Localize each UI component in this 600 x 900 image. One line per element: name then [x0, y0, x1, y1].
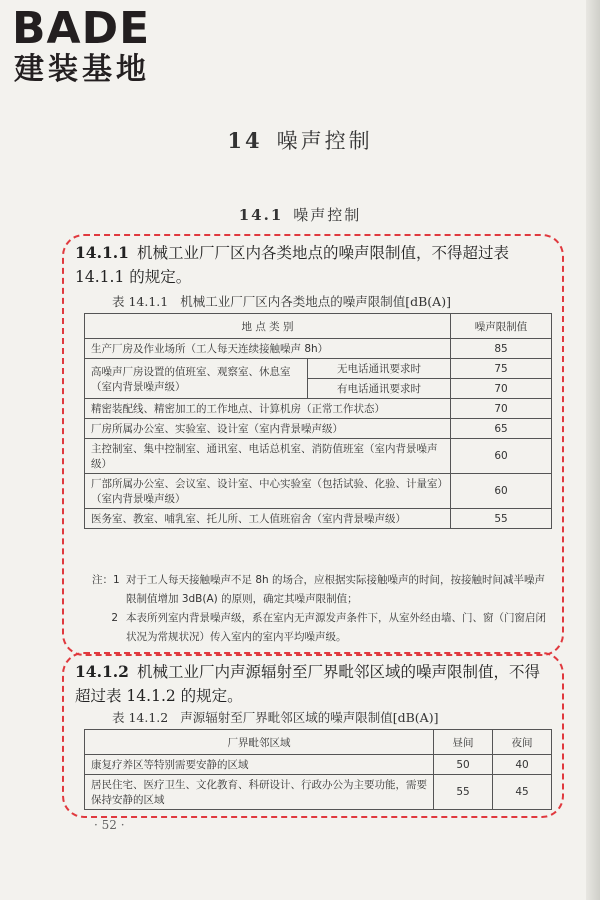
note-prefix: 注：	[92, 574, 113, 586]
cell-day: 55	[434, 775, 493, 810]
table-row	[85, 419, 552, 439]
brand-logo	[12, 3, 151, 88]
table-header-row	[85, 314, 552, 339]
cell-value: 75	[451, 359, 552, 379]
noise-limit-table-2	[84, 729, 552, 810]
header-night: 夜间	[493, 730, 552, 755]
clause-14-1-1	[75, 241, 555, 289]
cell-value: 70	[451, 399, 552, 419]
chapter-number: 14	[227, 128, 263, 153]
clause-text: 机械工业厂厂区内各类地点的噪声限制值，不得超过表 14.1.1 的规定。	[75, 244, 509, 286]
note-number: 2	[111, 612, 118, 624]
cell-place: 医务室、教室、哺乳室、托儿所、工人值班宿舍（室内背景噪声级）	[85, 509, 451, 529]
table-row	[85, 399, 552, 419]
table-1-caption	[112, 292, 592, 310]
cell-night: 40	[493, 755, 552, 775]
cell-night: 45	[493, 775, 552, 810]
table-number: 表 14.1.2	[112, 710, 169, 725]
table-row	[85, 359, 552, 379]
section-number: 14.1	[238, 206, 284, 224]
cell-value: 65	[451, 419, 552, 439]
table-caption-text: 声源辐射至厂界毗邻区域的噪声限制值[dB(A)]	[180, 710, 439, 725]
header-day: 昼间	[434, 730, 493, 755]
cell-place: 精密装配线、精密加工的工作地点、计算机房（正常工作状态）	[85, 399, 451, 419]
note-number: 1	[113, 574, 120, 586]
table-2-caption	[112, 708, 592, 726]
table-notes	[92, 571, 552, 647]
section-title	[0, 204, 600, 225]
header-place: 地 点 类 别	[85, 314, 451, 339]
note-label	[92, 571, 126, 609]
cell-area: 康复疗养区等特别需要安静的区域	[85, 755, 434, 775]
cell-place: 高噪声厂房设置的值班室、观察室、休息室（室内背景噪声级）	[85, 359, 308, 399]
clause-text: 机械工业厂内声源辐射至厂界毗邻区域的噪声限制值，不得超过表 14.1.2 的规定。	[75, 663, 540, 705]
cell-value: 70	[451, 379, 552, 399]
table-number: 表 14.1.1	[112, 294, 169, 309]
table-row	[85, 755, 552, 775]
clause-number: 14.1.1	[75, 243, 129, 262]
table-row	[85, 474, 552, 509]
chapter-title	[0, 125, 600, 155]
cell-place: 厂部所属办公室、会议室、设计室、中心实验室（包括试验、化验、计量室）（室内背景噪声级）	[85, 474, 451, 509]
cell-value: 85	[451, 339, 552, 359]
cell-subcondition: 有电话通讯要求时	[308, 379, 451, 399]
table-row	[85, 339, 552, 359]
cell-value: 60	[451, 439, 552, 474]
cell-value: 55	[451, 509, 552, 529]
note-text: 本表所列室内背景噪声级，系在室内无声源发声条件下，从室外经由墙、门、窗（门窗启闭状况为常规状况）传入室内的室内平均噪声级。	[126, 612, 546, 643]
note-text: 对于工人每天接触噪声不足 8h 的场合，应根据实际接触噪声的时间，按接触时间减半噪声限制值增加 3dB(A) 的原则，确定其噪声限制值；	[126, 574, 546, 605]
header-area: 厂界毗邻区域	[85, 730, 434, 755]
table-row	[85, 439, 552, 474]
cell-place: 厂房所属办公室、实验室、设计室（室内背景噪声级）	[85, 419, 451, 439]
header-value: 噪声限制值	[451, 314, 552, 339]
cell-day: 50	[434, 755, 493, 775]
note-item	[92, 571, 552, 609]
noise-limit-table-1	[84, 313, 552, 529]
table-row	[85, 509, 552, 529]
cell-place: 生产厂房及作业场所（工人每天连续接触噪声 8h）	[85, 339, 451, 359]
table-row	[85, 775, 552, 810]
section-title-text: 噪声控制	[293, 206, 362, 224]
cell-place: 主控制室、集中控制室、通讯室、电话总机室、消防值班室（室内背景噪声级）	[85, 439, 451, 474]
page-number: · 52 ·	[94, 818, 125, 832]
cell-subcondition: 无电话通讯要求时	[308, 359, 451, 379]
logo-brand-text: BADE	[12, 3, 151, 54]
table-caption-text: 机械工业厂厂区内各类地点的噪声限制值[dB(A)]	[180, 294, 451, 309]
logo-chinese-name: 建装基地	[14, 52, 150, 87]
clause-14-1-2	[75, 660, 555, 708]
clause-number: 14.1.2	[75, 662, 129, 681]
chapter-title-text: 噪声控制	[276, 129, 373, 153]
cell-area: 居民住宅、医疗卫生、文化教育、科研设计、行政办公为主要功能，需要保持安静的区域	[85, 775, 434, 810]
note-item	[92, 609, 552, 647]
table-header-row	[85, 730, 552, 755]
cell-value: 60	[451, 474, 552, 509]
